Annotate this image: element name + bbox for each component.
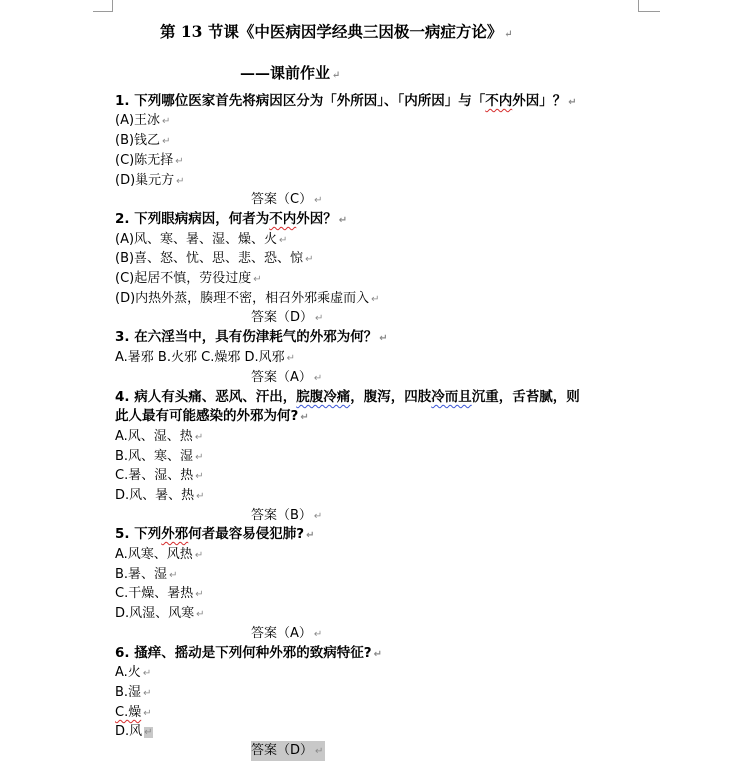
option-text: A.风、湿、热: [115, 429, 193, 444]
question-5-option-d: [115, 604, 205, 624]
paragraph-mark-icon: ↵: [313, 373, 323, 384]
option-text: B.暑、湿: [115, 567, 168, 582]
paragraph-mark-icon: ↵: [194, 432, 204, 443]
crop-mark-top-right-horizontal: [638, 11, 660, 12]
question-2-answer: [251, 308, 323, 328]
question-5-option-a: [115, 545, 203, 565]
question-2-option-d: [115, 289, 380, 309]
option-text: (A)王冰: [115, 113, 161, 128]
question-4-answer: [251, 506, 322, 526]
question-4-text-mid: ，腹泻，四肢: [350, 389, 432, 405]
paragraph-mark-icon: ↵: [194, 550, 204, 561]
question-3: [115, 328, 388, 348]
answer-text: 答案（B）: [251, 508, 312, 523]
question-1-option-c: [115, 151, 184, 171]
grammar-flag: 冷而且: [431, 389, 472, 405]
option-text: A.风寒、风热: [115, 547, 193, 562]
option-text: (B)钱乙: [115, 133, 161, 148]
paragraph-mark-icon: ↵: [313, 511, 323, 522]
question-4-line-1: [115, 388, 580, 407]
question-1-option-d: [115, 171, 185, 191]
option-text: B.湿: [115, 685, 142, 700]
paragraph-mark-icon: ↵: [176, 176, 185, 187]
paragraph-mark-icon: ↵: [371, 294, 380, 305]
question-4-text: 4. 病人有头痛、恶风、汗出，: [115, 389, 297, 405]
paragraph-mark-icon: ↵: [196, 609, 205, 620]
answer-text: 答案（A）: [251, 370, 312, 385]
paragraph-mark-icon: ↵: [195, 471, 204, 482]
option-text: (D)内热外蒸，腠理不密，相召外邪乘虚而入: [115, 291, 370, 306]
paragraph-mark-icon: ↵: [195, 452, 204, 463]
paragraph-mark-icon: ↵: [162, 136, 171, 147]
question-1-option-b: [115, 131, 170, 151]
question-4-text-end: 沉重，舌苔腻，则: [471, 389, 580, 405]
paragraph-mark-icon: ↵: [175, 156, 184, 167]
question-5-text: 5. 下列: [115, 526, 162, 542]
paragraph-mark-icon: ↵: [379, 333, 388, 344]
option-text: C.干燥、暑热: [115, 586, 194, 601]
question-2-text-end: 外因？: [296, 211, 337, 227]
spellcheck-flag: 不内: [269, 211, 297, 227]
page-subtitle: [240, 64, 340, 85]
question-2-option-c: [115, 269, 262, 289]
question-4-option-a: [115, 427, 203, 447]
option-text: A.火: [115, 665, 141, 680]
option-text: A.暑邪 B.火邪 C.燥邪 D.风邪: [115, 350, 285, 365]
spellcheck-flag: 外邪: [161, 526, 189, 542]
question-5-option-c: [115, 584, 204, 604]
answer-text: 答案（D）: [251, 743, 314, 758]
paragraph-mark-icon: ↵: [373, 649, 382, 660]
paragraph-mark-icon: ↵: [305, 254, 314, 265]
page-subtitle-text: ——课前作业: [240, 64, 331, 82]
paragraph-mark-icon: ↵: [306, 530, 315, 541]
question-1-answer: [251, 190, 322, 210]
crop-mark-top-left-horizontal: [93, 11, 113, 12]
question-4-text-cont: 此人最有可能感染的外邪为何?: [115, 408, 299, 424]
question-3-answer: [251, 368, 322, 388]
paragraph-mark-icon: ↵: [253, 274, 262, 285]
option-text: D.风、暑、热: [115, 488, 195, 503]
paragraph-mark-icon: ↵: [142, 668, 152, 679]
paragraph-mark-icon: ↵: [144, 727, 153, 738]
question-6-option-a: [115, 663, 151, 683]
question-6: [115, 644, 382, 664]
grammar-flag: 脘腹冷痛: [296, 389, 351, 405]
question-6-option-d: [115, 722, 153, 742]
spellcheck-flag: 不内: [485, 93, 513, 109]
question-6-option-c: [115, 703, 152, 723]
question-2-option-a: [115, 230, 287, 250]
paragraph-mark-icon: ↵: [169, 570, 178, 581]
answer-text: 答案（D）: [251, 310, 314, 325]
page-title: [160, 22, 513, 44]
paragraph-mark-icon: ↵: [332, 70, 341, 81]
paragraph-mark-icon: ↵: [286, 353, 295, 364]
option-text: B.风、寒、湿: [115, 449, 194, 464]
question-2: [115, 210, 347, 230]
option-text: D.风: [115, 724, 143, 739]
paragraph-mark-icon: ↵: [568, 97, 577, 108]
paragraph-mark-icon: ↵: [196, 491, 205, 502]
paragraph-mark-icon: ↵: [300, 412, 309, 423]
question-2-text: 2. 下列眼病病因，何者为: [115, 211, 270, 227]
option-text: (D)巢元方: [115, 173, 175, 188]
paragraph-mark-icon: ↵: [279, 235, 288, 246]
option-text: (C)起居不慎，劳役过度: [115, 271, 252, 286]
option-text: (C)陈无择: [115, 153, 174, 168]
question-6-option-b: [115, 683, 151, 703]
question-1-option-a: [115, 111, 170, 131]
question-5-option-b: [115, 565, 177, 585]
option-text: C.燥: [115, 705, 142, 720]
question-4-line-2: [115, 407, 309, 427]
question-5-answer: [251, 624, 322, 644]
question-2-option-b: [115, 249, 313, 269]
question-6-text: 6. 搔痒、摇动是下列何种外邪的致病特征?: [115, 645, 372, 661]
answer-text: 答案（C）: [251, 192, 313, 207]
paragraph-mark-icon: ↵: [315, 746, 324, 757]
option-text: (B)喜、怒、忧、思、悲、恐、惊: [115, 251, 304, 266]
question-3-text: 3. 在六淫当中，具有伤津耗气的外邪为何？: [115, 329, 378, 345]
question-5: [115, 525, 314, 545]
paragraph-mark-icon: ↵: [143, 708, 152, 719]
paragraph-mark-icon: ↵: [338, 215, 348, 226]
question-5-text-end: 何者最容易侵犯肺?: [188, 526, 305, 542]
question-3-options: [115, 348, 295, 368]
option-text: (A)风、寒、暑、湿、燥、火: [115, 232, 278, 247]
answer-text: 答案（A）: [251, 626, 312, 641]
paragraph-mark-icon: ↵: [162, 116, 171, 127]
question-6-answer[interactable]: [251, 741, 325, 761]
question-4-option-c: [115, 466, 204, 486]
question-1-text-end: 外因」？: [512, 93, 567, 109]
paragraph-mark-icon: ↵: [313, 629, 323, 640]
paragraph-mark-icon: ↵: [314, 195, 323, 206]
option-text: C.暑、湿、热: [115, 468, 194, 483]
option-text: D.风湿、风寒: [115, 606, 195, 621]
question-1-text: 1. 下列哪位医家首先将病因区分为「外所因」、「内所因」与「: [115, 93, 486, 109]
question-1: [115, 92, 577, 112]
paragraph-mark-icon: ↵: [315, 313, 324, 324]
question-4-option-b: [115, 447, 203, 467]
paragraph-mark-icon: ↵: [504, 29, 513, 40]
paragraph-mark-icon: ↵: [143, 688, 152, 699]
question-4-option-d: [115, 486, 205, 506]
page-title-text: 第 13 节课《中医病因学经典三因极一病症方论》: [160, 22, 503, 41]
paragraph-mark-icon: ↵: [195, 589, 204, 600]
